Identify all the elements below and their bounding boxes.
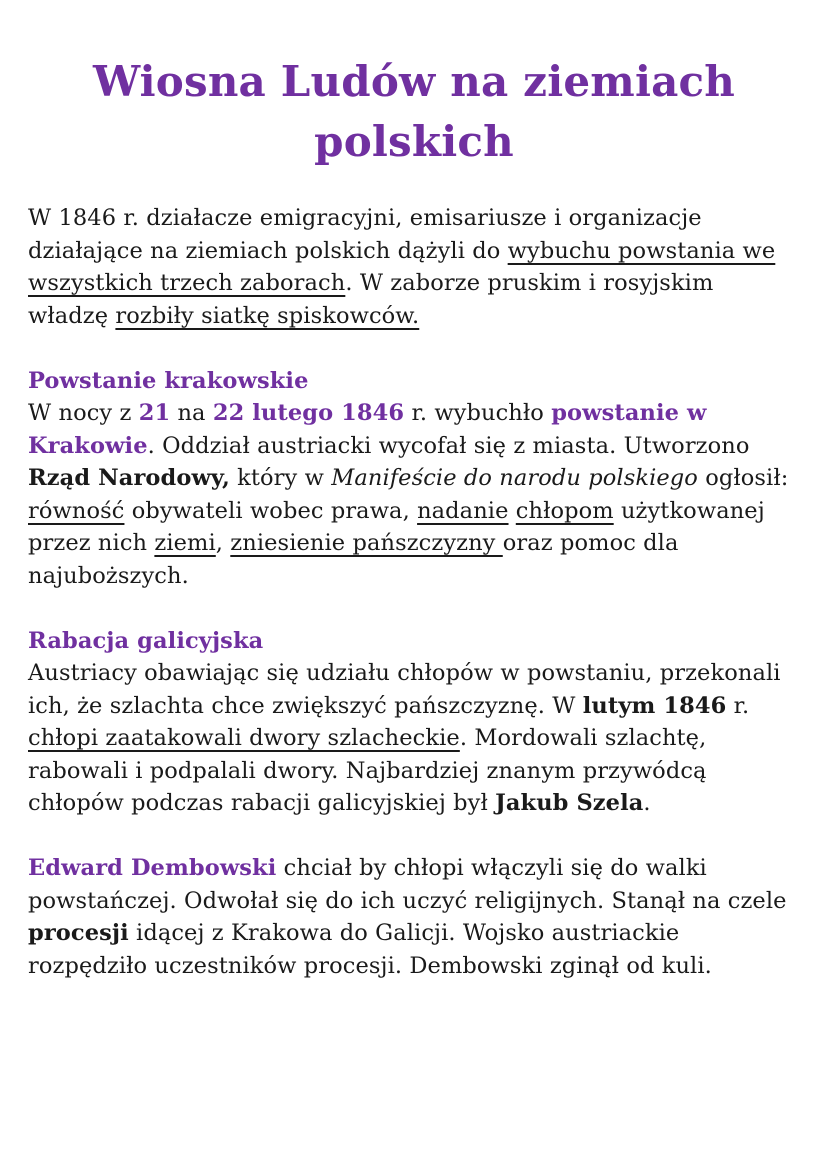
rabacja-date: lutym 1846 [582,692,727,719]
rabacja-section [28,625,800,820]
krakow-text: użytkowanej przez nich [28,497,765,556]
krakow-text: na [170,400,213,426]
dembowski-name: Edward Dembowski [28,855,277,881]
krakow-heading: Powstanie krakowskie [28,367,309,394]
krakow-underline-equality: równość [28,497,125,524]
krakow-government: Rząd Narodowy, [28,465,230,491]
rabacja-text: . [643,790,651,816]
rabacja-text: r. [726,692,750,719]
intro-text-2: . W zaborze pruskim i rosyjskim władzę [28,270,714,329]
krakow-text: który w [229,465,332,491]
krakow-text: ogłosił: [697,465,789,491]
intro-paragraph [28,202,800,332]
rabacja-paragraph [28,657,800,820]
intro-underline-uprising: wybuchu powstania we wszystkich trzech zaborach [28,237,776,296]
krakow-underline-serfdom: zniesienie pańszczyzny [230,530,503,556]
krakow-section [28,365,800,593]
rabacja-heading: Rabacja galicyjska [28,627,264,654]
page-title: Wiosna Ludów na ziemiach polskich [92,57,736,166]
krakow-text: obywateli wobec prawa, [124,497,418,524]
krakow-text: r. wybuchło [404,400,552,426]
spacer [28,592,800,625]
spacer [28,820,800,853]
intro-underline-network: rozbiły siatkę spiskowców. [115,302,420,329]
dembowski-text: idącej z Krakowa do Galicji. Wojsko austriackie rozpędziło uczestników procesji. Dembowski zginął od kuli. [28,920,712,979]
krakow-text: , [215,530,231,556]
krakow-text [509,498,516,524]
krakow-underline-land: ziemi [154,530,216,556]
krakow-paragraph [28,397,800,592]
krakow-underline-peasants: chłopom [515,497,614,524]
dembowski-text: chciał by chłopi włączyli się do walki powstańczej. Odwołał się do ich uczyć religijnych. Stanął na czele [28,855,787,914]
krakow-underline-granting: nadanie [417,497,509,524]
dembowski-procession: procesji [28,920,129,946]
intro-text-1: W 1846 r. działacze emigracyjni, emisariusze i organizacje działające na ziemiach polskich dążyli do [28,205,702,264]
rabacja-text: . Mordowali szlachtę, rabowali i podpalali dwory. Najbardziej znanym przywódcą chłopów podczas rabacji galicyjskiej był [28,725,707,816]
krakow-date-day1: 21 [138,400,171,426]
krakow-text: oraz pomoc dla najuboższych. [28,530,679,589]
krakow-date-day2: 22 lutego 1846 [212,400,405,426]
rabacja-text: Austriacy obawiając się udziału chłopów w powstaniu, przekonali ich, że szlachta chce zwiększyć pańszczyznę. W [28,660,781,719]
spacer [28,332,800,365]
krakow-manifesto: Manifeście do narodu polskiego [331,465,698,491]
krakow-text: . Oddział austriacki wycofał się z miasta. Utworzono [147,432,750,459]
dembowski-paragraph [28,852,800,982]
rabacja-leader: Jakub Szela [495,790,644,816]
krakow-text: W nocy z [28,400,139,426]
krakow-event: powstanie w Krakowie [28,400,707,459]
rabacja-underline-attack: chłopi zaatakowali dwory szlacheckie [28,725,460,751]
